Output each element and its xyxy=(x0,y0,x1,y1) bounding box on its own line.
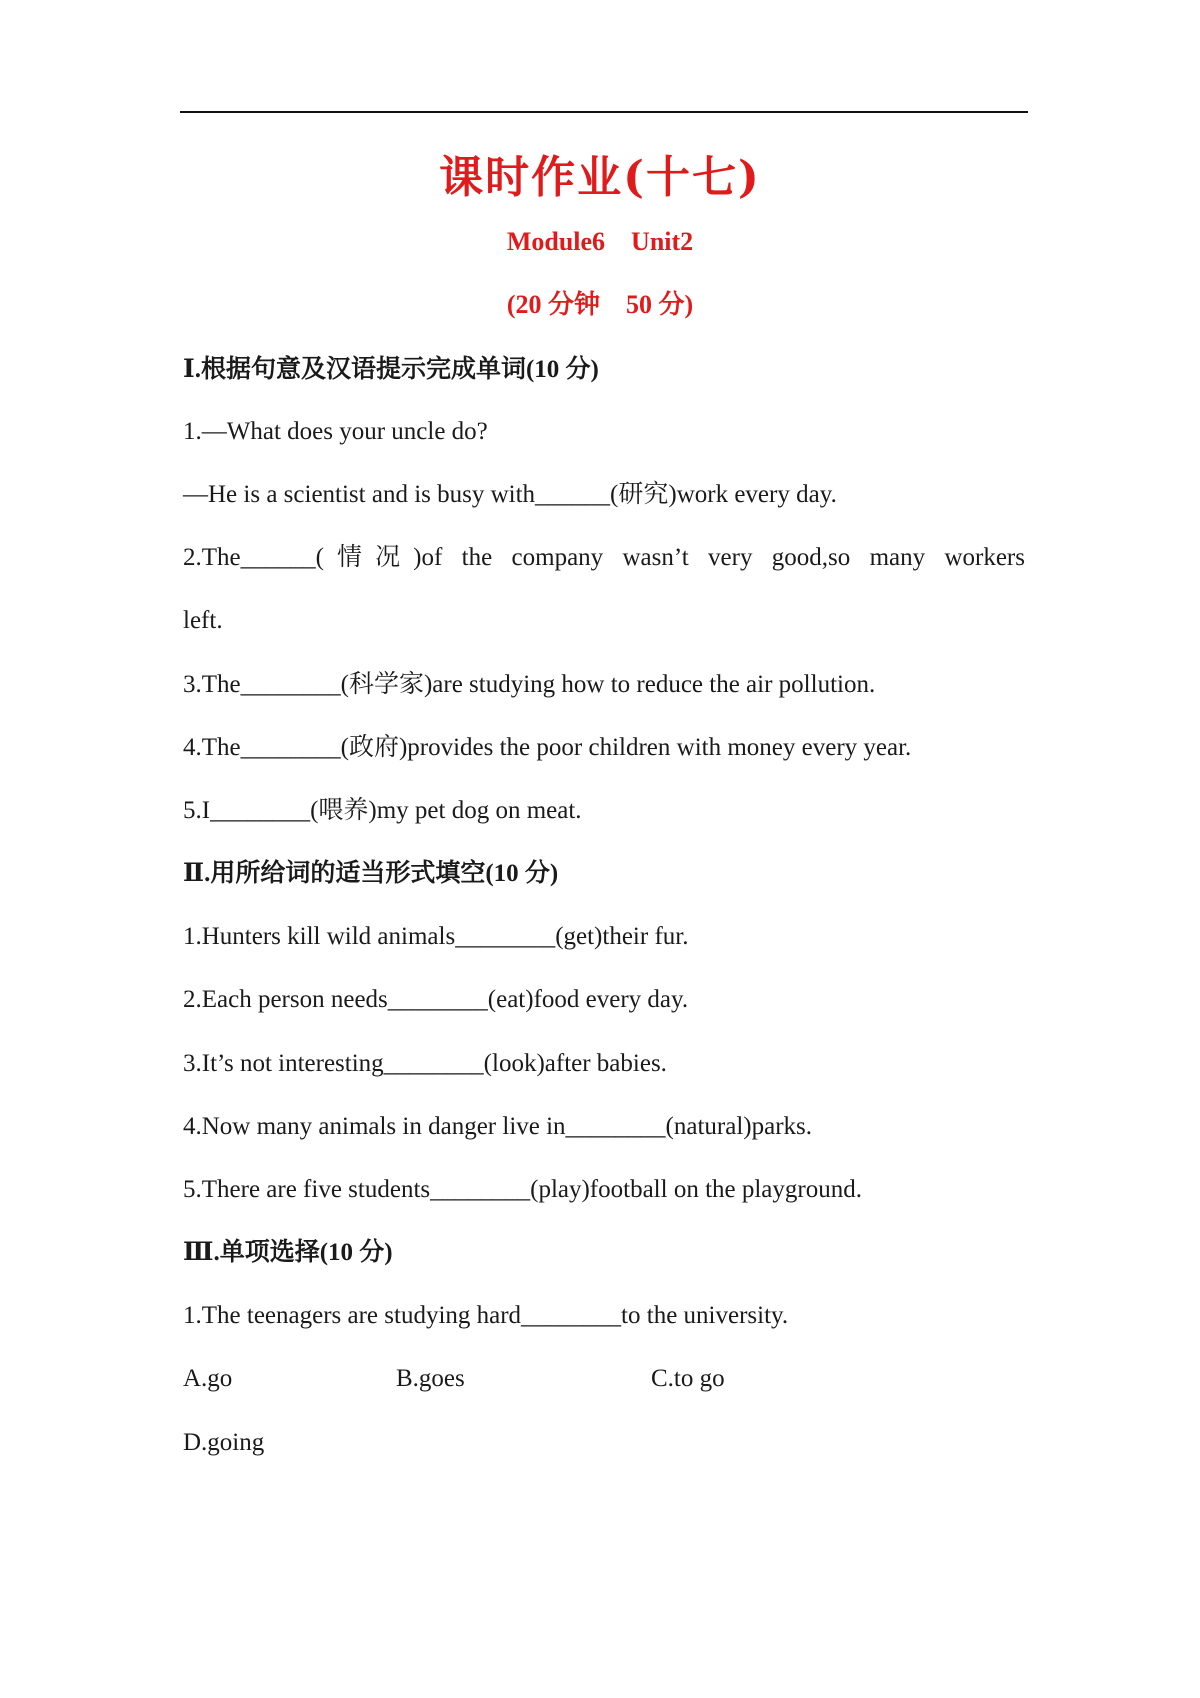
section-1-heading: Ⅰ.根据句意及汉语提示完成单词(10 分) xyxy=(183,356,599,383)
s1-question-3: 3.The________(科学家)are studying how to reduce the air pollution. xyxy=(183,671,876,698)
top-rule xyxy=(180,111,1028,113)
page-title: 课时作业(十七) xyxy=(439,152,761,203)
s1-question-2-cont: left. xyxy=(183,607,223,634)
s2-question-2: 2.Each person needs________(eat)food every day. xyxy=(183,986,689,1013)
option-c: C.to go xyxy=(651,1365,725,1392)
module-unit: Module6 Unit2 xyxy=(506,227,694,256)
time-score: (20 分钟 50 分) xyxy=(506,290,694,319)
s1-question-1-answer: —He is a scientist and is busy with______(研究)work every day. xyxy=(183,481,837,508)
option-a: A.go xyxy=(183,1365,233,1392)
s1-question-2: 2.The______(情况)of the company wasn’t very good,so many workers xyxy=(183,544,1025,571)
s3-question-1: 1.The teenagers are studying hard________to the university. xyxy=(183,1302,789,1329)
option-d: D.going xyxy=(183,1429,265,1456)
section-2-heading: Ⅱ.用所给词的适当形式填空(10 分) xyxy=(183,860,559,887)
s1-question-4: 4.The________(政府)provides the poor children with money every year. xyxy=(183,734,912,761)
s2-question-3: 3.It’s not interesting________(look)after babies. xyxy=(183,1050,667,1077)
s2-question-1: 1.Hunters kill wild animals________(get)their fur. xyxy=(183,923,689,950)
s1-question-1-prompt: 1.—What does your uncle do? xyxy=(183,418,488,445)
option-b: B.goes xyxy=(396,1365,465,1392)
s2-question-5: 5.There are five students________(play)football on the playground. xyxy=(183,1176,862,1203)
section-3-heading: Ⅲ.单项选择(10 分) xyxy=(183,1239,393,1266)
s2-question-4: 4.Now many animals in danger live in________(natural)parks. xyxy=(183,1113,813,1140)
s1-question-5: 5.I________(喂养)my pet dog on meat. xyxy=(183,797,582,824)
